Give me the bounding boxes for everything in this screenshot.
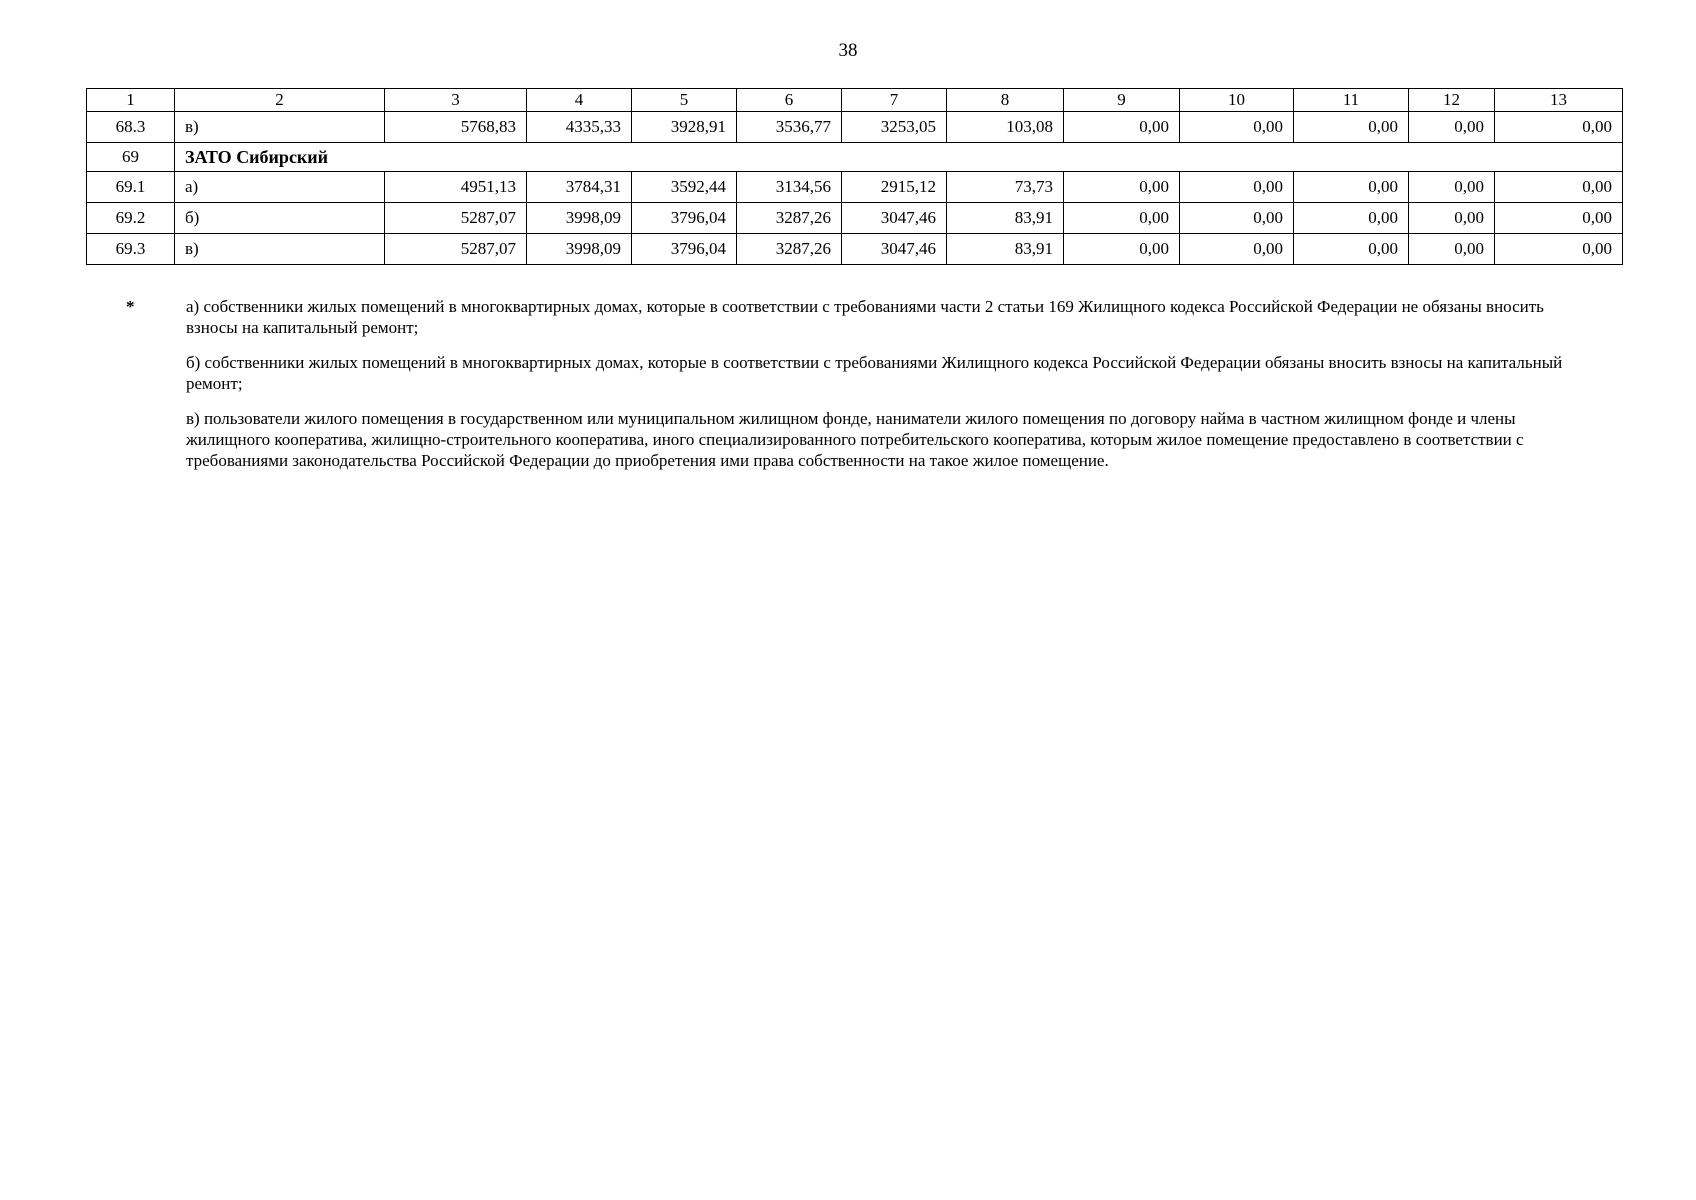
- table-cell: 3287,26: [737, 203, 842, 234]
- row-code: 69.3: [87, 234, 175, 265]
- table-cell: 5287,07: [385, 203, 527, 234]
- footnote-text: б) собственники жилых помещений в многоквартирных домах, которые в соответствии с требованиями Жилищного кодекса Российской Федерации обязаны вносить взносы на капитальный ремонт;: [186, 353, 1563, 393]
- row-code: 69: [87, 143, 175, 172]
- footnotes: [86, 296, 1622, 485]
- table-cell: 3998,09: [527, 234, 632, 265]
- table-cell: 2915,12: [842, 172, 947, 203]
- table-cell: 3253,05: [842, 112, 947, 143]
- column-header: 13: [1495, 89, 1623, 112]
- table-row: [87, 234, 1623, 265]
- table-cell: 0,00: [1294, 112, 1409, 143]
- column-header: 1: [87, 89, 175, 112]
- table-cell: 0,00: [1409, 172, 1495, 203]
- table-cell: 3536,77: [737, 112, 842, 143]
- column-header: 9: [1064, 89, 1180, 112]
- table-cell: 5768,83: [385, 112, 527, 143]
- row-code: 69.1: [87, 172, 175, 203]
- footnote-asterisk: *: [126, 297, 135, 316]
- table-cell: 5287,07: [385, 234, 527, 265]
- table-cell: 3998,09: [527, 203, 632, 234]
- table-cell: 0,00: [1064, 203, 1180, 234]
- footnote-b: [86, 352, 1622, 394]
- table-cell: 3592,44: [632, 172, 737, 203]
- column-header: 3: [385, 89, 527, 112]
- table-cell: 0,00: [1495, 203, 1623, 234]
- page-number: 38: [838, 40, 858, 61]
- footnote-text: в) пользователи жилого помещения в государственном или муниципальном жилищном фонде, наниматели жилого помещения по договору найма в частном жилищном фонде и члены жилищного кооператива, жилищно-строительного кооператива, иного специализированного потребительского кооператива, которым жилое помещение предоставлено в соответствии с требованиями законодательства Российской Федерации до приобретения ими права собственности на такое жилое помещение.: [186, 409, 1524, 470]
- table-cell: 0,00: [1064, 112, 1180, 143]
- table-cell: 0,00: [1180, 172, 1294, 203]
- table-cell: 0,00: [1495, 112, 1623, 143]
- column-header: 10: [1180, 89, 1294, 112]
- tariff-table: [86, 88, 1623, 265]
- table-cell: 3047,46: [842, 203, 947, 234]
- table-cell: 0,00: [1064, 172, 1180, 203]
- row-label: а): [175, 172, 385, 203]
- table-cell: 3047,46: [842, 234, 947, 265]
- table-cell: 0,00: [1495, 172, 1623, 203]
- table-cell: 0,00: [1294, 203, 1409, 234]
- table-cell: 3928,91: [632, 112, 737, 143]
- group-title: ЗАТО Сибирский: [175, 143, 1623, 172]
- table-cell: 0,00: [1409, 203, 1495, 234]
- column-header-row: [87, 89, 1623, 112]
- table-cell: 3287,26: [737, 234, 842, 265]
- row-code: 69.2: [87, 203, 175, 234]
- table-cell: 103,08: [947, 112, 1064, 143]
- table-row: [87, 112, 1623, 143]
- table-cell: 83,91: [947, 203, 1064, 234]
- row-label: в): [175, 112, 385, 143]
- column-header: 2: [175, 89, 385, 112]
- table-cell: 73,73: [947, 172, 1064, 203]
- column-header: 4: [527, 89, 632, 112]
- table-cell: 3134,56: [737, 172, 842, 203]
- table-cell: 0,00: [1409, 112, 1495, 143]
- column-header: 5: [632, 89, 737, 112]
- table-cell: 0,00: [1294, 172, 1409, 203]
- table-cell: 0,00: [1180, 112, 1294, 143]
- table-cell: 0,00: [1409, 234, 1495, 265]
- column-header: 12: [1409, 89, 1495, 112]
- table-cell: 0,00: [1495, 234, 1623, 265]
- table-row: [87, 172, 1623, 203]
- table-cell: 3796,04: [632, 234, 737, 265]
- table-cell: 3784,31: [527, 172, 632, 203]
- table-cell: 4335,33: [527, 112, 632, 143]
- footnote-c: [86, 408, 1622, 471]
- table-row: [87, 203, 1623, 234]
- table-cell: 0,00: [1294, 234, 1409, 265]
- group-row: [87, 143, 1623, 172]
- column-header: 11: [1294, 89, 1409, 112]
- table-cell: 83,91: [947, 234, 1064, 265]
- column-header: 7: [842, 89, 947, 112]
- table-cell: 0,00: [1180, 234, 1294, 265]
- table-cell: 4951,13: [385, 172, 527, 203]
- column-header: 6: [737, 89, 842, 112]
- footnote-text: а) собственники жилых помещений в многоквартирных домах, которые в соответствии с требованиями части 2 статьи 169 Жилищного кодекса Российской Федерации не обязаны вносить взносы на капитальный ремонт;: [186, 297, 1544, 337]
- row-label: б): [175, 203, 385, 234]
- table-cell: 3796,04: [632, 203, 737, 234]
- table-cell: 0,00: [1064, 234, 1180, 265]
- table-cell: 0,00: [1180, 203, 1294, 234]
- row-label: в): [175, 234, 385, 265]
- footnote-a: [86, 296, 1622, 338]
- column-header: 8: [947, 89, 1064, 112]
- row-code: 68.3: [87, 112, 175, 143]
